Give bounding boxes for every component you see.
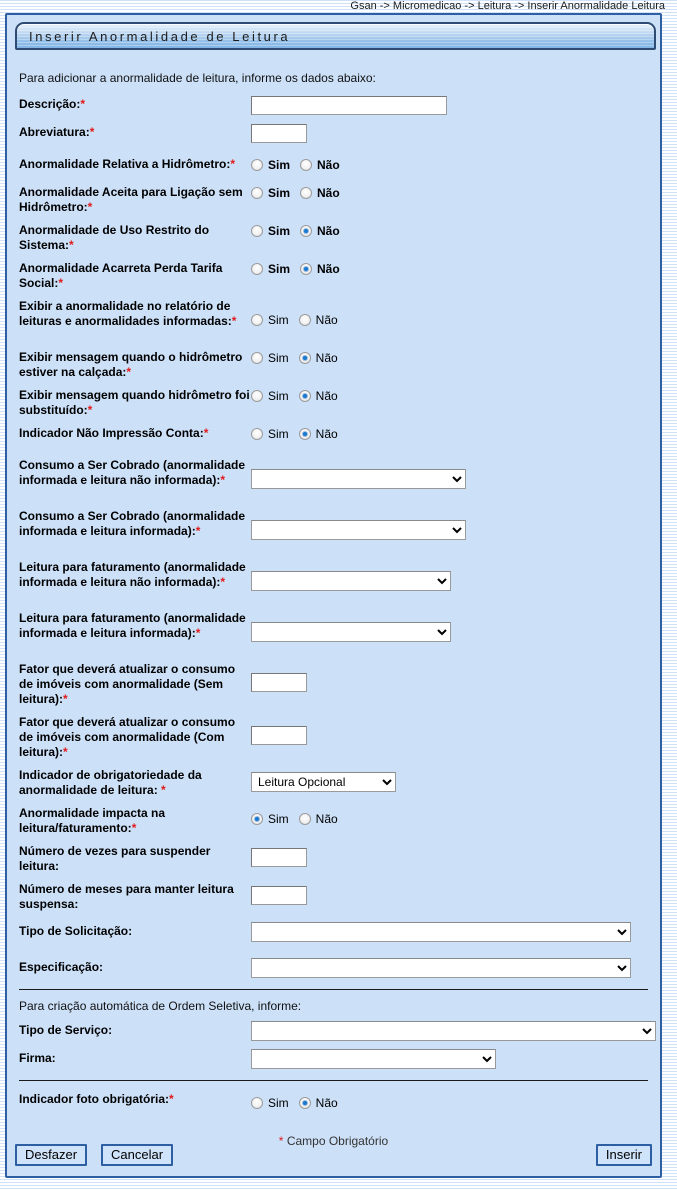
descricao-input[interactable] bbox=[251, 96, 447, 115]
radio-label: Não bbox=[317, 262, 340, 276]
label-aceita-ligacao: Anormalidade Aceita para Ligação sem Hidrômetro:* bbox=[19, 185, 243, 214]
label-fator-com: Fator que deverá atualizar o consumo de imóveis com anormalidade (Com leitura):* bbox=[19, 715, 236, 759]
radio-exibir-calcada-sim[interactable] bbox=[251, 351, 289, 365]
radio-icon bbox=[251, 390, 263, 402]
radio-exibir-relatorio-sim[interactable] bbox=[251, 313, 289, 327]
field-row-impacta bbox=[19, 804, 660, 836]
obrigatoriedade-select[interactable] bbox=[251, 772, 396, 792]
label-descricao: Descrição:* bbox=[19, 97, 86, 111]
label-exibir-calcada: Exibir mensagem quando o hidrômetro estiver na calçada:* bbox=[19, 350, 243, 379]
radiogroup-exibir-substituido bbox=[251, 389, 348, 403]
abreviatura-input[interactable] bbox=[251, 124, 307, 143]
radio-label: Sim bbox=[268, 158, 291, 172]
radio-foto-obrigatoria-sim[interactable] bbox=[251, 1096, 289, 1110]
label-obrigatoriedade: Indicador de obrigatoriedade da anormalidade de leitura: * bbox=[19, 768, 202, 797]
radio-perda-tarifa-nao[interactable] bbox=[300, 262, 340, 276]
consumo-com-leitura-select[interactable] bbox=[251, 520, 466, 540]
form-panel bbox=[5, 13, 662, 1178]
field-row-aceita-ligacao bbox=[19, 183, 660, 215]
radio-label: Sim bbox=[268, 262, 291, 276]
label-firma: Firma: bbox=[19, 1051, 56, 1065]
field-row-especificacao bbox=[19, 958, 660, 980]
label-consumo-sem-leitura: Consumo a Ser Cobrado (anormalidade informada e leitura não informada):* bbox=[19, 458, 246, 487]
radio-label: Não bbox=[315, 427, 338, 441]
radio-label: Sim bbox=[268, 351, 289, 365]
radio-label: Não bbox=[317, 186, 340, 200]
radio-label: Não bbox=[317, 158, 340, 172]
radio-label: Sim bbox=[268, 1096, 289, 1110]
radio-label: Não bbox=[315, 1096, 338, 1110]
field-row-nao-impressao bbox=[19, 424, 660, 446]
inserir-button[interactable]: Inserir bbox=[596, 1144, 652, 1166]
radiogroup-exibir-relatorio bbox=[251, 313, 348, 327]
field-row-rel-hidrometro bbox=[19, 155, 660, 177]
radio-icon bbox=[251, 813, 263, 825]
radio-label: Não bbox=[317, 224, 340, 238]
radio-impacta-nao[interactable] bbox=[299, 812, 338, 826]
required-star: * bbox=[195, 626, 201, 640]
radio-icon bbox=[300, 263, 312, 275]
radio-label: Sim bbox=[268, 224, 291, 238]
radio-icon bbox=[251, 428, 263, 440]
required-star: * bbox=[58, 276, 64, 290]
radio-icon bbox=[251, 187, 263, 199]
required-star: * bbox=[89, 125, 95, 139]
radio-aceita-ligacao-sim[interactable] bbox=[251, 186, 290, 200]
radio-rel-hidrometro-sim[interactable] bbox=[251, 158, 290, 172]
field-row-consumo-com-leitura bbox=[19, 507, 660, 552]
required-star: * bbox=[63, 692, 68, 706]
field-row-obrigatoriedade bbox=[19, 766, 660, 798]
radio-exibir-relatorio-nao[interactable] bbox=[299, 313, 338, 327]
button-bar bbox=[15, 1144, 652, 1168]
radio-icon bbox=[251, 352, 263, 364]
radio-rel-hidrometro-nao[interactable] bbox=[300, 158, 340, 172]
radio-perda-tarifa-sim[interactable] bbox=[251, 262, 290, 276]
label-abreviatura: Abreviatura:* bbox=[19, 125, 95, 139]
field-row-num-meses bbox=[19, 880, 660, 912]
radiogroup-rel-hidrometro bbox=[251, 158, 350, 172]
label-tipo-servico: Tipo de Serviço: bbox=[19, 1023, 113, 1037]
radio-icon bbox=[299, 428, 311, 440]
radio-label: Sim bbox=[268, 186, 291, 200]
field-row-leitura-fat-sem bbox=[19, 558, 660, 603]
required-star: * bbox=[87, 403, 93, 417]
radiogroup-exibir-calcada bbox=[251, 351, 348, 365]
form-intro: Para adicionar a anormalidade de leitura, informe os dados abaixo: bbox=[19, 71, 376, 85]
ordem-seletiva-text: Para criação automática de Ordem Seletiva, informe: bbox=[19, 999, 302, 1013]
required-star: * bbox=[231, 314, 237, 328]
field-row-fator-sem bbox=[19, 660, 660, 707]
radio-label: Não bbox=[315, 351, 338, 365]
field-row-fator-com bbox=[19, 713, 660, 760]
field-row-tipo-solicitacao bbox=[19, 922, 660, 944]
firma-select[interactable] bbox=[251, 1049, 496, 1069]
required-star: * bbox=[169, 1092, 174, 1106]
required-star: * bbox=[63, 745, 68, 759]
mandatory-note-text: Campo Obrigatório bbox=[286, 1134, 389, 1148]
label-num-meses: Número de meses para manter leitura suspensa: bbox=[19, 882, 234, 911]
consumo-sem-leitura-select[interactable] bbox=[251, 469, 466, 489]
field-row-exibir-relatorio bbox=[19, 297, 660, 342]
field-row-leitura-fat-com bbox=[19, 609, 660, 654]
field-row-abreviatura bbox=[19, 123, 660, 145]
radio-icon bbox=[300, 159, 312, 171]
field-row-exibir-calcada bbox=[19, 348, 660, 380]
radio-icon bbox=[251, 263, 263, 275]
section-divider-bottom bbox=[19, 1080, 648, 1081]
label-num-vezes: Número de vezes para suspender leitura: bbox=[19, 844, 211, 873]
radio-icon bbox=[299, 813, 311, 825]
radio-label: Sim bbox=[268, 312, 289, 327]
radio-label: Não bbox=[315, 812, 338, 826]
label-tipo-solicitacao: Tipo de Solicitação: bbox=[19, 924, 133, 938]
required-star: * bbox=[87, 200, 93, 214]
radio-icon bbox=[299, 390, 311, 402]
required-star: * bbox=[126, 365, 132, 379]
field-row-foto-obrigatoria bbox=[19, 1090, 660, 1116]
form-body bbox=[7, 57, 660, 1156]
radio-icon bbox=[300, 187, 312, 199]
tipo-servico-select[interactable] bbox=[251, 1021, 656, 1041]
label-impacta: Anormalidade impacta na leitura/faturamento:* bbox=[19, 806, 166, 835]
leitura-faturamento-com-select[interactable] bbox=[251, 622, 451, 642]
radio-label: Sim bbox=[268, 427, 289, 441]
radio-icon bbox=[299, 1097, 311, 1109]
label-uso-restrito: Anormalidade de Uso Restrito do Sistema:* bbox=[19, 223, 210, 252]
label-consumo-com-leitura: Consumo a Ser Cobrado (anormalidade informada e leitura informada):* bbox=[19, 509, 246, 538]
required-star: * bbox=[203, 426, 209, 440]
radio-icon bbox=[299, 352, 311, 364]
panel-titlebar bbox=[15, 22, 656, 50]
label-perda-tarifa: Anormalidade Acarreta Perda Tarifa Social:* bbox=[19, 261, 223, 290]
radiogroup-uso-restrito bbox=[251, 224, 350, 238]
required-star: * bbox=[69, 238, 74, 252]
radio-label: Não bbox=[315, 312, 338, 327]
label-exibir-relatorio: Exibir a anormalidade no relatório de leituras e anormalidades informadas:* bbox=[19, 299, 237, 328]
radio-icon bbox=[251, 1097, 263, 1109]
num-vezes-suspender-input[interactable] bbox=[251, 848, 307, 867]
radio-icon bbox=[299, 314, 311, 326]
required-star: * bbox=[230, 157, 236, 171]
radio-exibir-calcada-nao[interactable] bbox=[299, 351, 338, 365]
field-row-consumo-sem-leitura bbox=[19, 456, 660, 501]
required-star: * bbox=[80, 97, 86, 111]
section-divider-top bbox=[19, 989, 648, 990]
radio-uso-restrito-sim[interactable] bbox=[251, 224, 290, 238]
required-star: * bbox=[131, 821, 137, 835]
radio-foto-obrigatoria-nao[interactable] bbox=[299, 1096, 338, 1110]
fator-sem-leitura-input[interactable] bbox=[251, 673, 307, 692]
desfazer-button[interactable]: Desfazer bbox=[15, 1144, 87, 1166]
radiogroup-perda-tarifa bbox=[251, 262, 350, 276]
radiogroup-impacta bbox=[251, 812, 348, 826]
label-fator-sem: Fator que deverá atualizar o consumo de imóveis com anormalidade (Sem leitura):* bbox=[19, 662, 236, 706]
required-star: * bbox=[278, 1134, 284, 1148]
page-title: Inserir Anormalidade de Leitura bbox=[29, 29, 291, 44]
radio-impacta-sim[interactable] bbox=[251, 812, 289, 826]
radiogroup-nao-impressao bbox=[251, 427, 348, 441]
radio-label: Sim bbox=[268, 812, 289, 826]
radio-icon bbox=[251, 314, 263, 326]
radio-uso-restrito-nao[interactable] bbox=[300, 224, 340, 238]
radio-label: Sim bbox=[268, 389, 289, 403]
num-meses-suspensa-input[interactable] bbox=[251, 886, 307, 905]
label-exibir-substituido: Exibir mensagem quando hidrômetro foi substituído:* bbox=[19, 388, 250, 417]
radio-nao-impressao-sim[interactable] bbox=[251, 427, 289, 441]
radio-aceita-ligacao-nao[interactable] bbox=[300, 186, 340, 200]
required-star: * bbox=[220, 575, 226, 589]
label-rel-hidrometro: Anormalidade Relativa a Hidrômetro:* bbox=[19, 157, 236, 171]
label-leitura-fat-com: Leitura para faturamento (anormalidade informada e leitura informada):* bbox=[19, 611, 246, 640]
required-star: * bbox=[161, 783, 166, 797]
radio-exibir-substituido-sim[interactable] bbox=[251, 389, 289, 403]
label-nao-impressao: Indicador Não Impressão Conta:* bbox=[19, 426, 209, 440]
breadcrumb: Gsan -> Micromedicao -> Leitura -> Inserir Anormalidade Leitura bbox=[350, 0, 665, 12]
field-row-num-vezes bbox=[19, 842, 660, 874]
field-row-perda-tarifa bbox=[19, 259, 660, 291]
label-leitura-fat-sem: Leitura para faturamento (anormalidade informada e leitura não informada):* bbox=[19, 560, 246, 589]
fator-com-leitura-input[interactable] bbox=[251, 726, 307, 745]
radio-icon bbox=[251, 159, 263, 171]
label-foto-obrigatoria: Indicador foto obrigatória:* bbox=[19, 1092, 174, 1106]
field-row-descricao bbox=[19, 95, 660, 117]
radio-exibir-substituido-nao[interactable] bbox=[299, 389, 338, 403]
radio-label: Não bbox=[315, 389, 338, 403]
especificacao-select[interactable] bbox=[251, 958, 631, 978]
radio-icon bbox=[251, 225, 263, 237]
tipo-solicitacao-select[interactable] bbox=[251, 922, 631, 942]
radiogroup-aceita-ligacao bbox=[251, 186, 350, 200]
field-row-tipo-servico bbox=[19, 1021, 660, 1043]
field-row-firma bbox=[19, 1049, 660, 1071]
required-star: * bbox=[195, 524, 201, 538]
label-especificacao: Especificação: bbox=[19, 960, 104, 974]
radio-icon bbox=[300, 225, 312, 237]
radio-nao-impressao-nao[interactable] bbox=[299, 427, 338, 441]
leitura-faturamento-sem-select[interactable] bbox=[251, 571, 451, 591]
cancelar-button[interactable]: Cancelar bbox=[101, 1144, 173, 1166]
radiogroup-foto-obrigatoria bbox=[251, 1096, 348, 1110]
required-star: * bbox=[220, 473, 226, 487]
field-row-exibir-substituido bbox=[19, 386, 660, 418]
field-row-uso-restrito bbox=[19, 221, 660, 253]
